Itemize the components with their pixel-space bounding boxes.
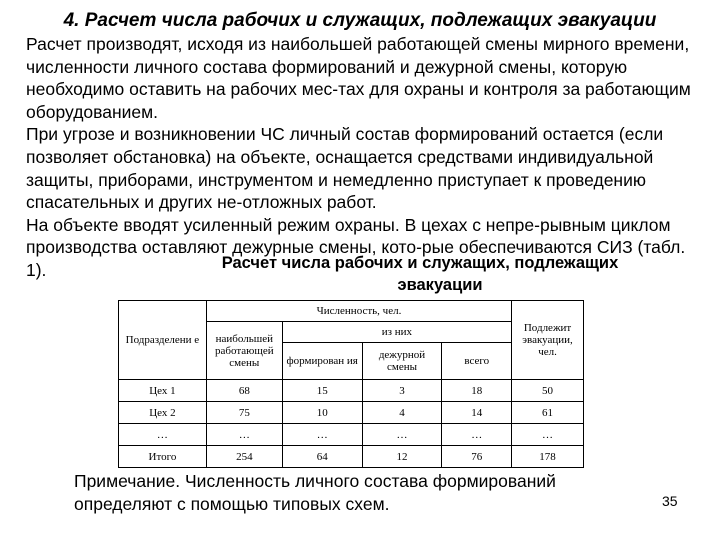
table-cell: …	[442, 424, 512, 446]
table-cell: 61	[512, 402, 584, 424]
table-row-shop-2	[119, 402, 584, 424]
header-headcount: Численность, чел.	[206, 301, 511, 322]
paragraph-security-regime: На объекте вводят усиленный режим охраны. В цехах с непре-рывным циклом производства оставляют дежурные смены, кото-рые обеспечиваются СИЗ (табл. 1).	[26, 214, 686, 280]
note-text: Примечание. Численность личного состава формирований определяют с помощью типовых схем.	[74, 471, 556, 514]
table-cell: …	[512, 424, 584, 446]
evacuation-table	[118, 300, 584, 468]
table-cell: …	[206, 424, 282, 446]
page-number: 35	[662, 493, 678, 509]
table-cell: 18	[442, 380, 512, 402]
table-cell: 50	[512, 380, 584, 402]
table-title	[120, 252, 720, 296]
table-row-ellipsis	[119, 424, 584, 446]
table-cell: 4	[362, 402, 442, 424]
header-formations: формирован ия	[282, 343, 362, 380]
header-duty-shift: дежурной смены	[362, 343, 442, 380]
paragraph-calculation-basis: Расчет производят, исходя из наибольшей работающей смены мирного времени, численности личного состава формирований и дежурной смены, которую необходимо оставить на рабочих мес-тах для охраны и контроля за работающим оборудованием.	[26, 34, 691, 122]
table-cell: 15	[282, 380, 362, 402]
table-row-total	[119, 446, 584, 468]
table-cell: Цех 1	[119, 380, 207, 402]
table-cell: Итого	[119, 446, 207, 468]
table-cell: …	[362, 424, 442, 446]
header-subdivision: Подразделени е	[119, 301, 207, 380]
paragraph-emergency-actions: При угрозе и возникновении ЧС личный состав формирований остается (если позволяет обстановка) на объекте, оснащается средствами индивидуальной защиты, приборами, инструментом и немедленно приступает к проведению спасательных и других не-отложных работ.	[26, 124, 664, 213]
table-cell: 75	[206, 402, 282, 424]
table-cell: 64	[282, 446, 362, 468]
table-cell: 178	[512, 446, 584, 468]
table-cell: 10	[282, 402, 362, 424]
table-title-line-2: эвакуации	[397, 276, 483, 294]
table-cell: 12	[362, 446, 442, 468]
table-cell: 76	[442, 446, 512, 468]
table-row-shop-1	[119, 380, 584, 402]
table-cell: 254	[206, 446, 282, 468]
table-cell: 14	[442, 402, 512, 424]
header-of-them: из них	[282, 322, 511, 343]
table-cell: Цех 2	[119, 402, 207, 424]
header-largest-shift: наибольшей работающей смены	[206, 322, 282, 380]
table-cell: 68	[206, 380, 282, 402]
header-evacuated: Подлежит эвакуации, чел.	[512, 301, 584, 380]
table-cell: …	[119, 424, 207, 446]
table-cell: …	[282, 424, 362, 446]
header-total: всего	[442, 343, 512, 380]
page-heading: 4. Расчет числа рабочих и служащих, подлежащих эвакуации	[63, 10, 657, 31]
table-title-line-1: Расчет числа рабочих и служащих, подлежащих	[221, 254, 619, 272]
body-text	[26, 33, 706, 282]
table-cell: 3	[362, 380, 442, 402]
